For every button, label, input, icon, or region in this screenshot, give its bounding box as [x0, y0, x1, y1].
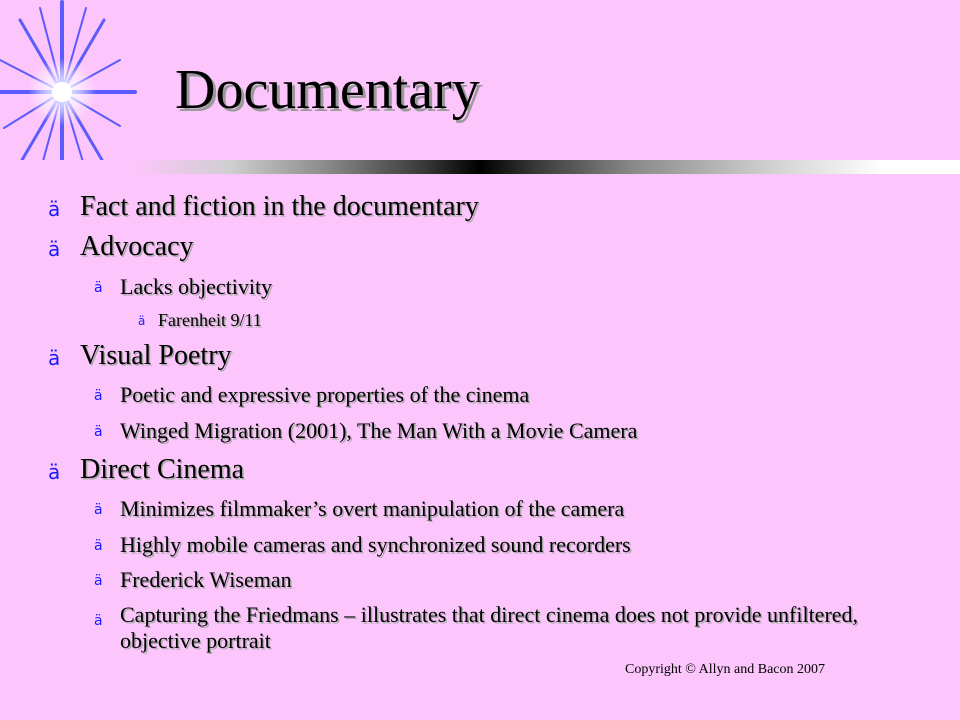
list-item-text: Winged Migration (2001), The Man With a Movie Camera	[120, 418, 638, 443]
list-item-text: Poetic and expressive properties of the cinema	[120, 382, 530, 407]
bullet-glyph-icon: ä	[94, 613, 103, 629]
list-item-text: Minimizes filmmaker’s overt manipulation of the camera	[120, 496, 625, 521]
copyright-notice: Copyright © Allyn and Bacon 2007	[625, 662, 826, 677]
list-item	[48, 231, 194, 263]
bullet-glyph-icon: ä	[48, 346, 61, 370]
bullet-glyph-icon: ä	[48, 460, 61, 484]
list-item	[48, 340, 232, 372]
list-item-text: Farenheit 9/11	[158, 310, 262, 330]
list-item-text: Frederick Wiseman	[120, 567, 292, 592]
list-item	[138, 310, 262, 331]
slide-title: Documentary	[175, 59, 480, 121]
bullet-glyph-icon: ä	[94, 573, 103, 589]
list-item	[94, 274, 273, 300]
bullet-glyph-icon: ä	[94, 280, 103, 296]
list-item-text: Highly mobile cameras and synchronized sound recorders	[120, 532, 631, 557]
list-item-text: Visual Poetry	[80, 340, 232, 371]
bullet-glyph-icon: ä	[138, 314, 146, 328]
list-item	[94, 567, 292, 593]
list-item	[94, 532, 631, 558]
bullet-glyph-icon: ä	[48, 237, 61, 261]
list-item	[94, 382, 530, 408]
list-item-text: Direct Cinema	[80, 454, 245, 485]
list-item	[94, 418, 638, 444]
list-item	[48, 454, 245, 486]
list-item-text: Advocacy	[80, 231, 194, 262]
list-item	[94, 496, 625, 522]
bullet-glyph-icon: ä	[48, 197, 61, 221]
list-item	[94, 602, 920, 654]
bullet-glyph-icon: ä	[94, 538, 103, 554]
bullet-glyph-icon: ä	[94, 502, 103, 518]
list-item	[48, 191, 479, 223]
list-item-text: Capturing the Friedmans – illustrates that direct cinema does not provide unfiltered, objective portrait	[120, 602, 859, 653]
bullet-glyph-icon: ä	[94, 388, 103, 404]
list-item-text: Fact and fiction in the documentary	[80, 191, 479, 222]
bullet-glyph-icon: ä	[94, 424, 103, 440]
list-item-text: Lacks objectivity	[120, 274, 273, 299]
